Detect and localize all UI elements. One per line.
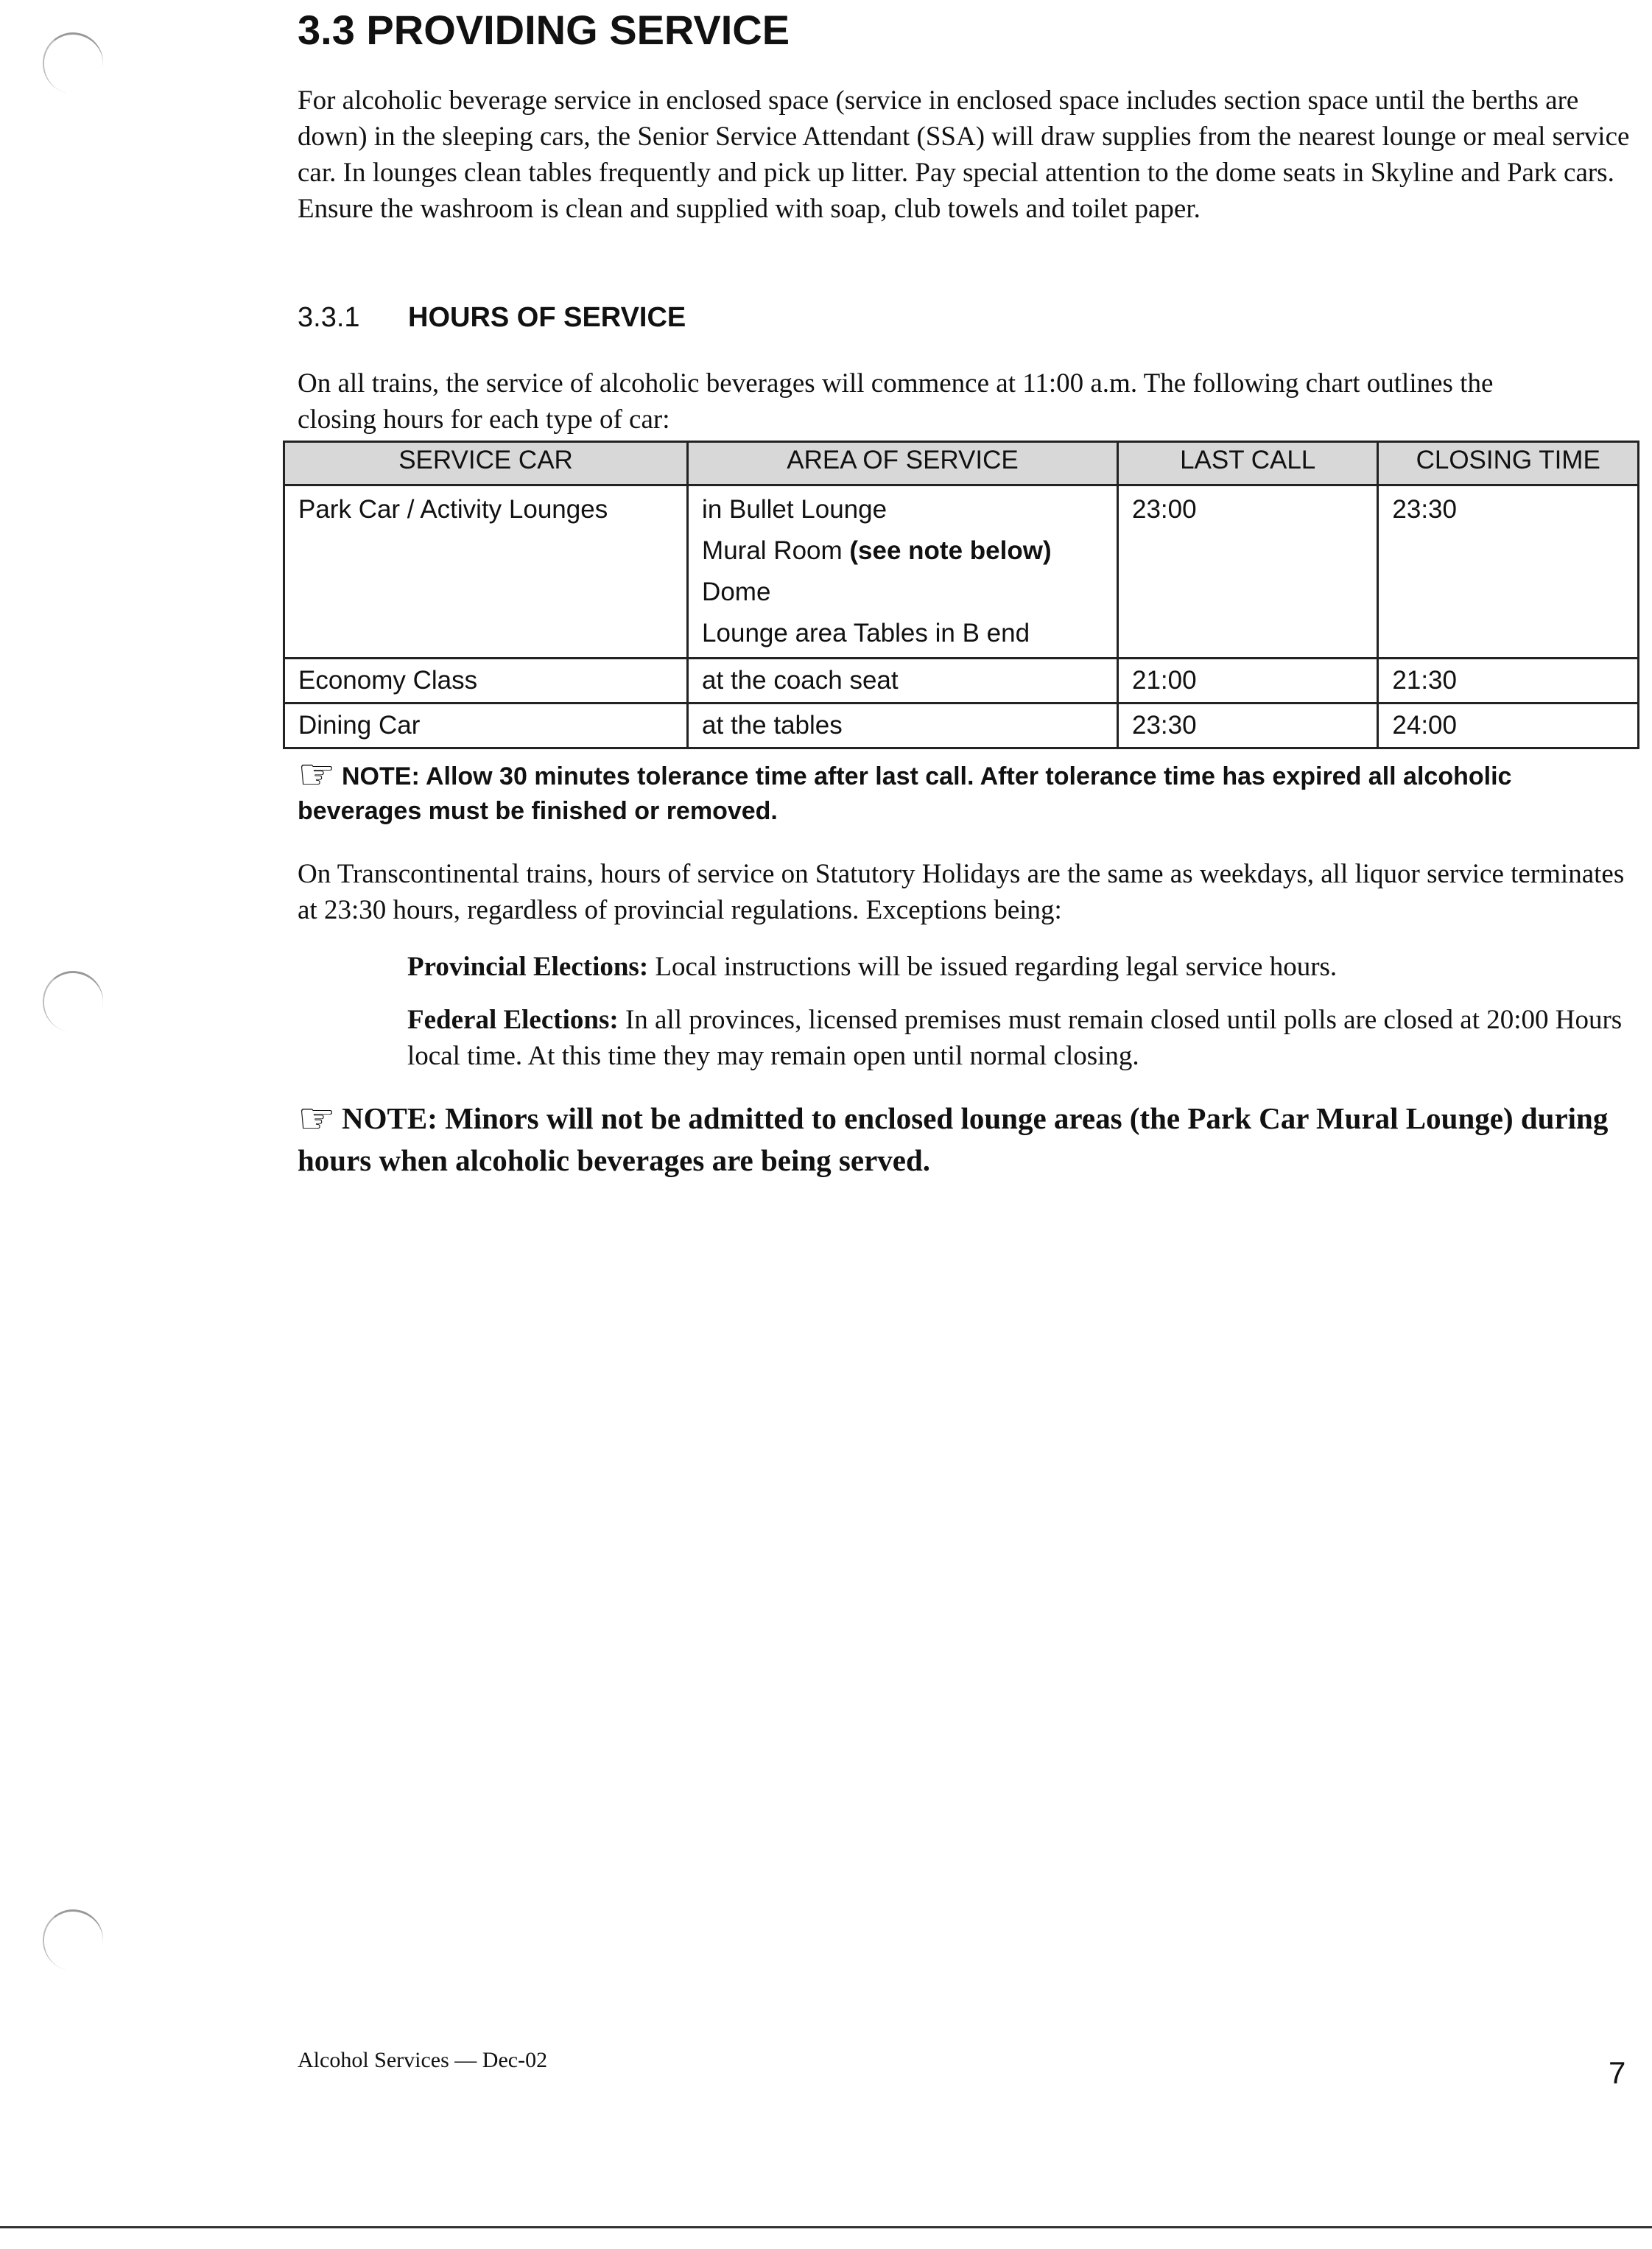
subsection-number: 3.3.1: [298, 302, 360, 333]
cell-area-of-service: at the coach seat: [688, 659, 1118, 704]
cell-closing-time: 21:30: [1378, 659, 1639, 704]
pointing-hand-icon: ☞: [298, 1095, 336, 1143]
cell-service-car: Dining Car: [284, 704, 688, 748]
cell-closing-time: 24:00: [1378, 704, 1639, 748]
pointing-hand-icon: ☞: [298, 751, 336, 799]
table-row: [284, 485, 1639, 659]
hours-intro-paragraph: On all trains, the service of alcoholic beverages will commence at 11:00 a.m. The following chart outlines the closing hours for each type of car:: [298, 368, 1494, 435]
page-number: 7: [1609, 2055, 1626, 2090]
minors-note: ☞ NOTE: Minors will not be admitted to enclosed lounge areas (the Park Car Mural Lounge) during hours when alcoholic beverages are being served.: [298, 1095, 1609, 1177]
table-header-row: [284, 442, 1639, 485]
subsection-heading: [298, 302, 686, 334]
federal-elections-label: Federal Elections:: [407, 1005, 619, 1035]
cell-service-car: Economy Class: [284, 659, 688, 704]
table-row: [284, 704, 1639, 748]
page-footer: Alcohol Services — Dec-02: [298, 2048, 548, 2072]
column-header-closing-time: CLOSING TIME: [1378, 442, 1639, 485]
cell-area-of-service: in Bullet Lounge Mural Room (see note below) Dome Lounge area Tables in B end: [688, 485, 1118, 659]
binder-hole-top: [38, 28, 108, 99]
column-header-service-car: SERVICE CAR: [284, 442, 688, 485]
table-row: [284, 659, 1639, 704]
column-header-area-of-service: AREA OF SERVICE: [688, 442, 1118, 485]
column-header-last-call: LAST CALL: [1118, 442, 1378, 485]
section-heading: 3.3 PROVIDING SERVICE: [298, 7, 790, 53]
cell-last-call: 21:00: [1118, 659, 1378, 704]
binder-hole-bottom: [38, 1905, 108, 1976]
cell-service-car: Park Car / Activity Lounges: [284, 485, 688, 659]
cell-last-call: 23:00: [1118, 485, 1378, 659]
cell-closing-time: 23:30: [1378, 485, 1639, 659]
bottom-rule: [0, 2226, 1652, 2228]
intro-paragraph: For alcoholic beverage service in enclosed space (service in enclosed space includes section space until the berths are down) in the sleeping cars, the Senior Service Attendant (SSA) will draw supplies from the nearest lounge or meal service car. In lounges clean tables frequently and pick up litter. Pay special attention to the dome seats in Skyline and Park cars. Ensure the washroom is clean and supplied with soap, club towels and toilet paper.: [298, 85, 1630, 224]
cell-area-of-service: at the tables: [688, 704, 1118, 748]
service-hours-table: [283, 441, 1639, 749]
tolerance-note: ☞ NOTE: Allow 30 minutes tolerance time after last call. After tolerance time has expired all alcoholic beverages must be finished or removed.: [298, 751, 1512, 825]
provincial-elections-label: Provincial Elections:: [407, 952, 649, 982]
cell-last-call: 23:30: [1118, 704, 1378, 748]
binder-hole-middle: [38, 966, 108, 1037]
subsection-title: HOURS OF SERVICE: [408, 302, 686, 333]
federal-elections: Federal Elections: In all provinces, licensed premises must remain closed until polls are closed at 20:00 Hours local time. At this time they may remain open until normal closing.: [407, 1005, 1623, 1071]
provincial-elections: Provincial Elections: Local instructions will be issued regarding legal service hours.: [407, 952, 1338, 982]
holidays-paragraph: On Transcontinental trains, hours of service on Statutory Holidays are the same as weekdays, all liquor service terminates at 23:30 hours, regardless of provincial regulations. Exceptions being:: [298, 859, 1625, 925]
